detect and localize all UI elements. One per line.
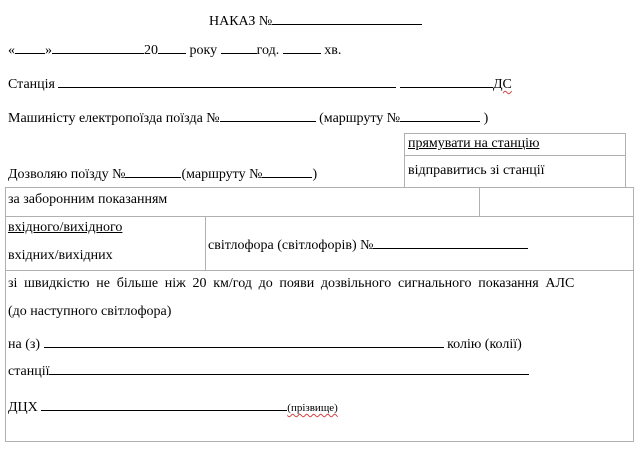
speed-text-continued: (до наступного світлофора) xyxy=(8,304,172,319)
station-name-line: станції xyxy=(8,360,529,380)
driver-line: Машиністу електропоїзда поїзда № (маршруту № ) xyxy=(8,107,488,127)
permit-line: Дозволяю поїзду № (маршруту № ) xyxy=(8,163,317,183)
option-proceed-to-station[interactable]: прямувати на станцію xyxy=(408,136,540,151)
table-line-bottom xyxy=(5,441,634,442)
order-title: НАКАЗ № xyxy=(209,10,422,30)
signal-number-line: світлофора (світлофорів) № xyxy=(208,234,528,254)
permit-split-line xyxy=(405,155,626,156)
hours-field[interactable] xyxy=(221,39,257,54)
forbidden-col-divider xyxy=(479,187,480,217)
train-number-field[interactable] xyxy=(220,107,316,122)
station-name-field-2[interactable] xyxy=(49,360,529,375)
table-line-2 xyxy=(5,216,634,217)
forbidden-aspect-label: за заборонним показанням xyxy=(8,192,168,207)
signal-col-divider xyxy=(205,216,206,271)
option-depart-station[interactable]: відправитись зі станції xyxy=(408,163,545,178)
option-signal-plural[interactable]: вхідних/вихідних xyxy=(8,248,113,263)
permit-col-divider xyxy=(404,133,405,188)
table-line-3 xyxy=(5,270,634,271)
speed-text: зі швидкістю не більше ніж 20 км/год до появи дозвільного сигнального показання АЛС xyxy=(8,276,575,291)
year-field[interactable] xyxy=(158,39,186,54)
track-line: на (з) колію (колії) xyxy=(8,333,522,353)
track-field[interactable] xyxy=(44,333,444,348)
station-name-field[interactable] xyxy=(58,73,396,88)
table-right-border xyxy=(633,187,634,442)
route-number-field[interactable] xyxy=(400,107,480,122)
minutes-field[interactable] xyxy=(283,39,321,54)
signal-number-field[interactable] xyxy=(373,234,528,249)
dsp-signature-field[interactable] xyxy=(41,396,287,411)
order-number-field[interactable] xyxy=(272,10,422,25)
table-line-1 xyxy=(5,187,634,188)
month-field[interactable] xyxy=(52,39,144,54)
option-signal-singular[interactable]: вхідного/вихідного xyxy=(8,220,123,235)
dsp-line: ДЦХ (прізвище) xyxy=(8,396,338,416)
ds-name-field[interactable] xyxy=(400,73,493,88)
permit-route-field[interactable] xyxy=(262,163,312,178)
station-line: Станція ДС xyxy=(8,73,512,93)
table-left-border xyxy=(5,187,6,442)
date-time-line: « » 20 року год. хв. xyxy=(8,39,341,59)
permit-right-border xyxy=(625,133,626,188)
table-border-top xyxy=(405,133,626,134)
day-field[interactable] xyxy=(15,39,45,54)
permit-train-field[interactable] xyxy=(125,163,181,178)
